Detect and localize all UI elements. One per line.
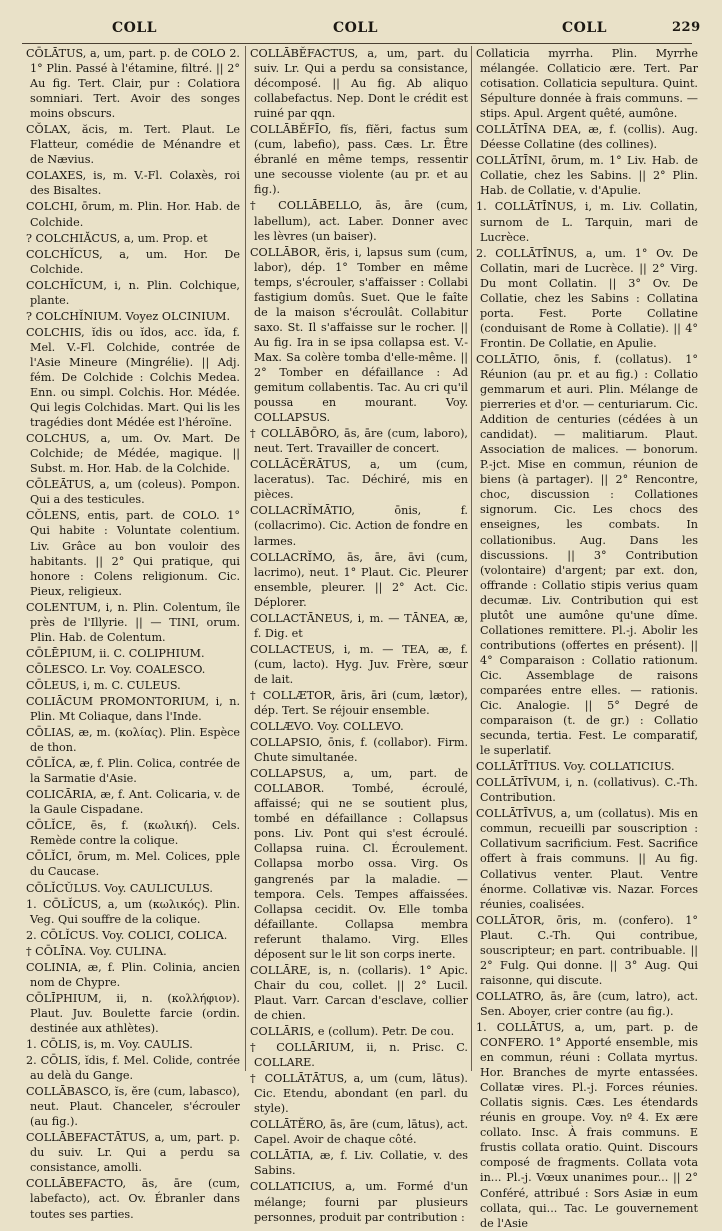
page-number: 229	[672, 20, 701, 35]
dictionary-entry: COLLĀTĪVUS, a, um (collatus). Mis en commun, recueilli par souscription : Collativum sacrificium. Fest. Sacrifice offert à frais communs. || Au fig. Collativus venter. Plaut. Ventre énorme. Collativæ vis. Nazar. Forces réunies, coalisées.	[476, 807, 698, 911]
dictionary-entry: ? COLCHĬNIUM. Voyez OLCINIUM.	[26, 309, 231, 323]
column-divider	[471, 46, 472, 1071]
dictionary-entry: CŌLĬCE, ēs, f. (κωλική). Cels. Remède contre la colique.	[26, 819, 240, 848]
dictionary-entry: CŎLAX, ăcis, m. Tert. Plaut. Le Flatteur, comédie de Ménandre et de Nævius.	[26, 123, 240, 167]
dictionary-entry: CŌLĀTUS, a, um, part. p. de COLO 2. 1° Plin. Passé à l'étamine, filtré. || 2° Au fig. Tert. Clair, pur : Colatiora somniari. Tert. Avoir des songes moins obscurs.	[26, 47, 240, 121]
dictionary-entry: COLCHĬCUM, i, n. Plin. Colchique, plante.	[26, 278, 240, 307]
dictionary-entry: COLLĀTĪNA DEA, æ, f. (collis). Aug. Déesse Collatine (des collines).	[476, 123, 698, 152]
dictionary-entry: COLINIA, æ, f. Plin. Colinia, ancien nom de Chypre.	[26, 960, 240, 989]
dictionary-entry: CŎLENS, entis, part. de COLO. 1° Qui habite : Voluntate colentium. Liv. Grâce au bon vouloir des habitants. || 2° Qui pratique, qui honore : Colens religionum. Cic. Pieux, religieux.	[26, 509, 240, 598]
dictionary-entry: COLLĀTOR, ōris, m. (confero). 1° Plaut. C.-Th. Qui contribue, souscripteur; en part. contribuable. || 2° Fulg. Qui donne. || 3° Aug. Qui raisonne, qui discute.	[476, 913, 698, 987]
dictionary-entry: 2. CŌLIS, ĭdis, f. Mel. Colide, contrée au delà du Gange.	[26, 1054, 240, 1083]
dictionary-entry: COLLĀBĔFĪO, fĭs, fĭĕri, factus sum (cum, labefio), pass. Cæs. Lr. Être ébranlé en même temps, ressentir une secousse violente (au pr. et au fig.).	[250, 123, 468, 197]
dictionary-entry: 2. COLLĀTĪNUS, a, um. 1° Ov. De Collatin, mari de Lucrèce. || 2° Virg. Du mont Collatin. || 3° Ov. De Collatie, chez les Sabins : Collatina porta. Fest. Porte Collatine (conduisant de Rome à Collatie). || 4° Frontin. De Collatie, en Apulie.	[476, 246, 698, 350]
column-3	[476, 46, 698, 1230]
dictionary-entry: COLLĀTĪVUM, i, n. (collativus). C.-Th. Contribution.	[476, 776, 698, 805]
dictionary-entry: COLLĀTIA, æ, f. Liv. Collatie, v. des Sabins.	[250, 1149, 468, 1178]
dictionary-entry: COLLACTĀNEUS, i, m. — TĀNEA, æ, f. Dig. et	[250, 611, 468, 640]
dictionary-entry: COLENTUM, i, n. Plin. Colentum, île près de l'Illyrie. || — TINI, orum. Plin. Hab. de Colentum.	[26, 600, 240, 644]
running-header	[0, 20, 722, 42]
dictionary-entry: COLCHUS, a, um. Ov. Mart. De Colchide; de Médée, magique. || Subst. m. Hor. Hab. de la Colchide.	[26, 432, 240, 476]
dictionary-entry: CŌLEĀTUS, a, um (coleus). Pompon. Qui a des testicules.	[26, 478, 240, 507]
column-2	[250, 46, 468, 1224]
dictionary-entry: CŌLĬCI, ōrum, m. Mel. Colices, pple du Caucase.	[26, 850, 240, 879]
dictionary-entry: † COLLĀTĀTUS, a, um (cum, lātus). Cic. Etendu, abondant (en parl. du style).	[250, 1072, 468, 1116]
dictionary-entry: COLAXES, is, m. V.-Fl. Colaxès, roi des Bisaltes.	[26, 169, 240, 198]
dictionary-entry: † COLLĀBŌRO, ās, āre (cum, laboro), neut. Tert. Travailler de concert.	[250, 427, 468, 456]
dictionary-entry: CŌLEUS, i, m. C. CULEUS.	[26, 678, 181, 692]
dictionary-entry: 1. CŌLĬCUS, a, um (κωλικός). Plin. Veg. Qui souffre de la colique.	[26, 897, 240, 926]
dictionary-entry: COLCHIS, ĭdis ou ĭdos, acc. ĭda, f. Mel. V.-Fl. Colchide, contrée de l'Asie Mineure (Mingrélie). || Adj. fém. De Colchide : Colchis Medea. Enn. ou simpl. Colchis. Hor. Médée. Qui legis Colchidas. Mart. Qui lis les tragédies dont Médée est l'héroïne.	[26, 325, 240, 430]
dictionary-entry: CŌLĒPIUM, ii. C. COLIPHIUM.	[26, 646, 205, 660]
dictionary-entry: † COLLĀBELLO, ās, āre (cum, labellum), act. Laber. Donner avec les lèvres (un baiser).	[250, 199, 468, 243]
dictionary-entry: COLLATICIUS, a, um. Formé d'un mélange; fourni par plusieurs personnes, produit par contribution :	[250, 1180, 468, 1224]
header-right-word: COLL	[562, 20, 608, 36]
dictionary-entry: COLCHI, ōrum, m. Plin. Hor. Hab. de Colchide.	[26, 200, 240, 229]
dictionary-entry: ? COLCHIĂCUS, a, um. Prop. et	[26, 231, 208, 245]
dictionary-entry: † COLLÆTOR, āris, āri (cum, lætor), dép. Tert. Se réjouir ensemble.	[250, 688, 468, 718]
dictionary-entry: COLLĀRE, is, n. (collaris). 1° Apic. Chair du cou, collet. || 2° Lucil. Plaut. Varr. Carcan d'esclave, collier de chien.	[250, 963, 468, 1022]
dictionary-entry: † COLLĀRIUM, ii, n. Prisc. C. COLLARE.	[250, 1041, 468, 1070]
column-divider	[245, 46, 246, 1071]
dictionary-entry: COLLĀTĔRO, ās, āre (cum, lātus), act. Capel. Avoir de chaque côté.	[250, 1118, 468, 1147]
header-left-word: COLL	[112, 20, 158, 36]
dictionary-entry: COLLĀBEFACTO, ās, āre (cum, labefacto), act. Ov. Ébranler dans toutes ses parties.	[26, 1177, 240, 1221]
dictionary-entry: CŌLĬCŬLUS. Voy. CAULICULUS.	[26, 881, 213, 895]
dictionary-entry: COLLACTEUS, i, m. — TEA, æ, f. (cum, lacto). Hyg. Juv. Frère, sœur de lait.	[250, 642, 468, 686]
dictionary-entry: COLIĀCUM PROMONTORIUM, i, n. Plin. Mt Coliaque, dans l'Inde.	[26, 694, 240, 724]
dictionary-entry: COLLATRO, ās, āre (cum, latro), act. Sen. Aboyer, crier contre (au fig.).	[476, 989, 698, 1018]
header-center-word: COLL	[333, 20, 379, 36]
column-1	[26, 46, 240, 1221]
dictionary-entry: COLLĀBEFACTĀTUS, a, um, part. p. du suiv. Lr. Qui a perdu sa consistance, amolli.	[26, 1131, 240, 1175]
dictionary-entry: COLLÆVO. Voy. COLLEVO.	[250, 720, 404, 734]
dictionary-entry: COLLĀTIO, ōnis, f. (collatus). 1° Réunion (au pr. et au fig.) : Collatio gemmarum et auri. Plin. Mélange de pierreries et d'or. — centuriarum. Cic. Addition de centuries (cédées à un candidat). — malitiarum. Plaut. Association de malices. — bonorum. P.-jct. Mise en commun, réunion de biens (à partager). || 2° Rencontre, choc, discussion : Collationes signorum. Cic. Les chocs des enseignes, les combats. In collationibus. Aug. Dans les discussions. || 3° Contribution (volontaire) d'argent; par ext. don, offrande : Collatio stipis verius quam decumæ. Liv. Contribution qui est plutôt une aumône qu'une dîme. Collationes remittere. Pl.-j. Abolir les contributions (offertes en présent). || 4° Comparaison : Collatio rationum. Cic. Assemblage de raisons comparées entre elles. — rationis. Cic. Analogie. || 5° Degré de comparaison (t. de gr.) : Collatio secunda, tertia. Fest. Le comparatif, le superlatif.	[476, 352, 698, 758]
dictionary-entry: COLLĀRIS, e (collum). Petr. De cou.	[250, 1025, 455, 1038]
dictionary-entry: 2. CŌLĬCUS. Voy. COLICI, COLICA.	[26, 928, 228, 942]
dictionary-entry: Collaticia myrrha. Plin. Myrrhe mélangée. Collaticio ære. Tert. Par cotisation. Collaticia sepultura. Quint. Sépulture donnée à frais communs. — stips. Apul. Argent quêté, aumône.	[476, 47, 698, 121]
dictionary-entry: CŌLĬCA, æ, f. Plin. Colica, contrée de la Sarmatie d'Asie.	[26, 757, 240, 786]
dictionary-entry: CŌLIAS, æ, m. (κολίας). Plin. Espèce de thon.	[26, 726, 240, 755]
dictionary-entry: COLLĀBASCO, ĭs, ĕre (cum, labasco), neut. Plaut. Chanceler, s'écrouler (au fig.).	[26, 1085, 240, 1129]
dictionary-entry: COLICĀRIA, æ, f. Ant. Colicaria, v. de la Gaule Cispadane.	[26, 788, 240, 817]
dictionary-entry: CŌLĪPHIUM, ii, n. (κολλήφιον). Plaut. Juv. Boulette farcie (ordin. destinée aux athlètes).	[26, 991, 240, 1035]
header-rule	[22, 43, 692, 44]
dictionary-entry: COLCHĬCUS, a, um. Hor. De Colchide.	[26, 247, 240, 276]
dictionary-entry: COLLĀTĪNI, ōrum, m. 1° Liv. Hab. de Collatie, chez les Sabins. || 2° Plin. Hab. de Collatie, v. d'Apulie.	[476, 154, 698, 198]
dictionary-entry: CŌLESCO. Lr. Voy. COALESCO.	[26, 662, 206, 676]
dictionary-entry: † CŌLĪNA. Voy. CULINA.	[26, 944, 167, 958]
dictionary-entry: COLLAPSUS, a, um, part. de COLLABOR. Tombé, écroulé, affaissé; qui ne se soutient plus, tombé en défaillance : Collapsus pons. Liv. Pont qui s'est écroulé. Collapsa ruina. Cl. Écroulement. Collapsa morbo ossa. Virg. Os gangrenés par la maladie. — tempora. Cels. Tempes affaissées. Collapsa cecidit. Ov. Elle tomba défaillante. Collapsa membra referunt thalamo. Virg. Elles déposent sur le lit son corps inerte.	[250, 767, 468, 961]
dictionary-entry: COLLACRĬMO, ās, āre, āvi (cum, lacrimo), neut. 1° Plaut. Cic. Pleurer ensemble, pleurer. || 2° Act. Cic. Déplorer.	[250, 550, 468, 609]
dictionary-entry: COLLĀCĔRĀTUS, a, um (cum, laceratus). Tac. Déchiré, mis en pièces.	[250, 458, 468, 502]
dictionary-entry: 1. COLLĀTĪNUS, i, m. Liv. Collatin, surnom de L. Tarquin, mari de Lucrèce.	[476, 200, 698, 244]
dictionary-entry: COLLACRĬMĀTIO, ōnis, f. (collacrimo). Cic. Action de fondre en larmes.	[250, 504, 468, 548]
dictionary-entry: COLLAPSIO, ōnis, f. (collabor). Firm. Chute simultanée.	[250, 736, 468, 765]
dictionary-entry: COLLĀBOR, ĕris, i, lapsus sum (cum, labor), dép. 1° Tomber en même temps, s'écrouler, s'affaisser : Collabi fastigium domûs. Suet. Que le faîte de la maison s'écroulât. Collabitur saxo. St. Il s'affaisse sur le rocher. || Au fig. Ira in se ipsa collapsa est. V.-Max. Sa colère tomba d'elle-même. || 2° Tomber en défaillance : Ad gemitum collabentis. Tac. Au cri qu'il poussa en mourant. Voy. COLLAPSUS.	[250, 245, 468, 425]
dictionary-entry: 1. COLLĀTUS, a, um, part. p. de CONFERO. 1° Apporté ensemble, mis en commun, réuni : Collata myrtus. Hor. Branches de myrte entassées. Collatæ vires. Pl.-j. Forces réunies. Collatis signis. Cæs. Les étendards réunis en groupe. Voy. nº 4. Ex ære collato. Insc. À frais communs. E frustis collata oratio. Quint. Discours composé de fragments. Collata vota in... Pl.-j. Vœux unanimes pour... || 2° Conféré, attribué : Sors Asiæ in eum collata, qui... Tac. Le gouvernement de l'Asie	[476, 1021, 698, 1230]
dictionary-entry: 1. CŌLIS, is, m. Voy. CAULIS.	[26, 1038, 193, 1051]
dictionary-entry: COLLĀBĔFACTUS, a, um, part. du suiv. Lr. Qui a perdu sa consistance, décomposé. || Au fig. Ab aliquo collabefactus. Nep. Dont le crédit est ruiné par qqn.	[250, 47, 468, 121]
dictionary-entry: COLLĀTĪTIUS. Voy. COLLATICIUS.	[476, 760, 675, 774]
